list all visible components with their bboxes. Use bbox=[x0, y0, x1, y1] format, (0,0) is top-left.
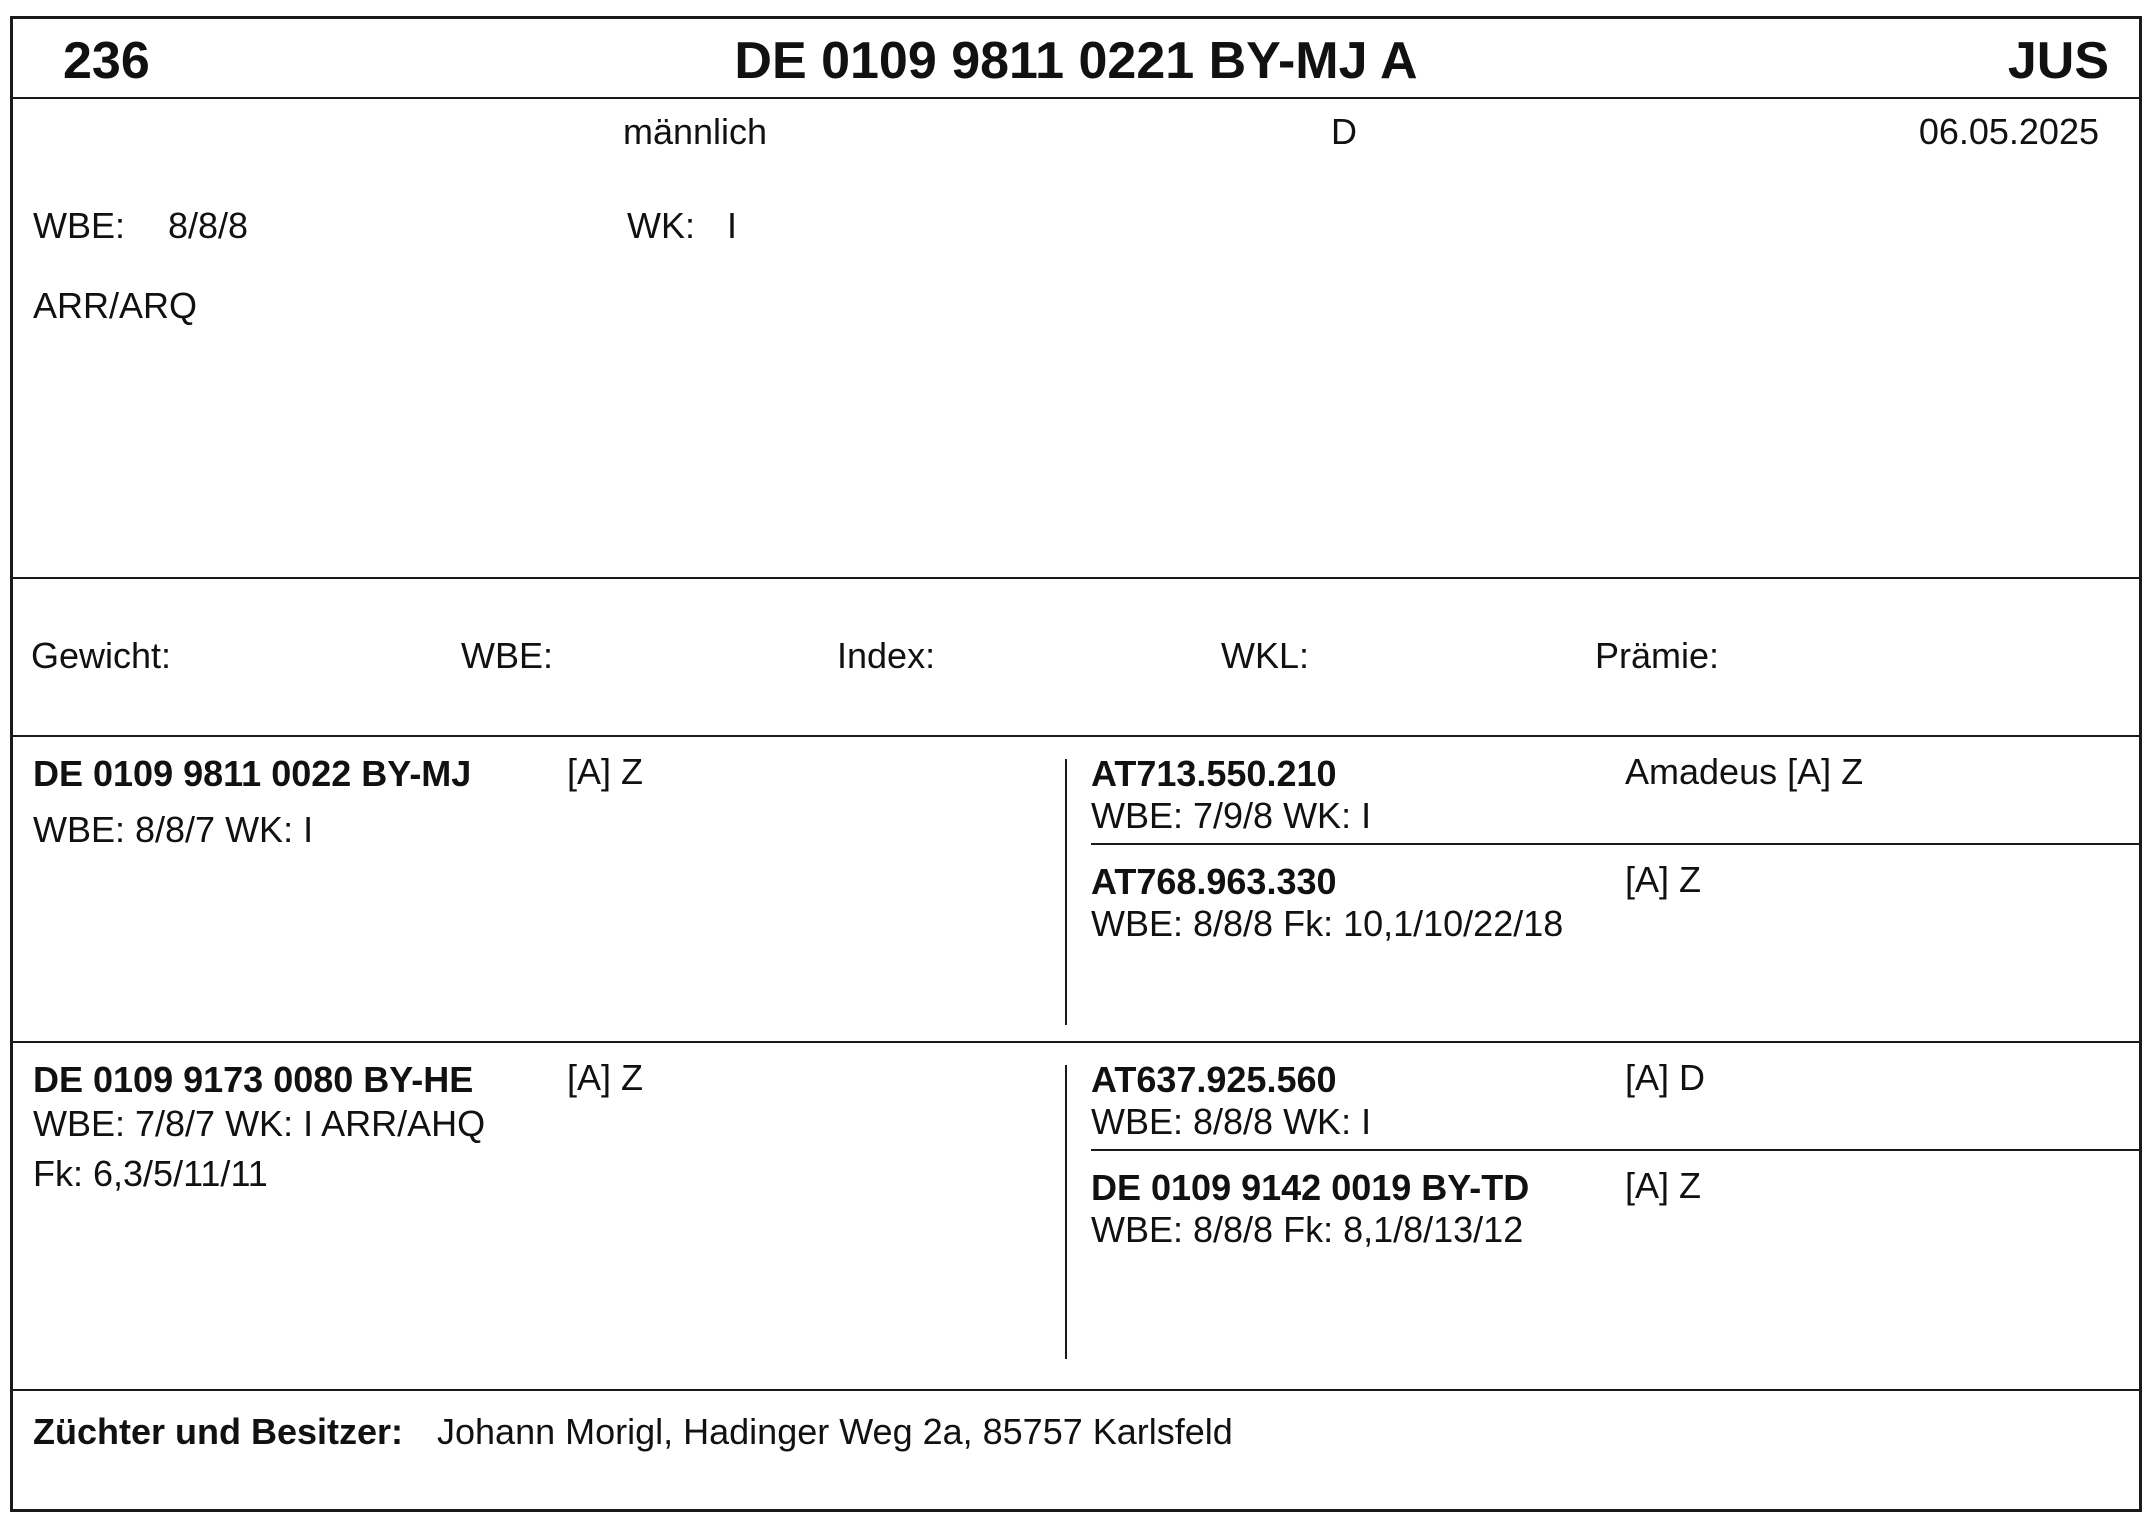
metrics-divider bbox=[13, 735, 2139, 737]
info-divider bbox=[13, 577, 2139, 579]
sire-sire-line1: WBE: 7/9/8 WK: I bbox=[1091, 795, 1372, 836]
sire-id: DE 0109 9811 0022 BY-MJ bbox=[33, 753, 472, 794]
dam-sire-line1: WBE: 8/8/8 WK: I bbox=[1091, 1101, 1372, 1142]
letter: D bbox=[1331, 111, 1357, 152]
dam-split bbox=[1091, 1149, 2139, 1151]
dam-dam-id: DE 0109 9142 0019 BY-TD bbox=[1091, 1167, 1530, 1208]
dam-dam-line1: WBE: 8/8/8 Fk: 8,1/8/13/12 bbox=[1091, 1209, 1524, 1250]
gewicht-label: Gewicht: bbox=[31, 635, 172, 676]
breed-code: JUS bbox=[2007, 32, 2109, 90]
genotype: ARR/ARQ bbox=[33, 285, 198, 326]
wbe-label: WBE: bbox=[33, 205, 126, 246]
sire-bracket bbox=[1065, 759, 1067, 1025]
dam-sire-id: AT637.925.560 bbox=[1091, 1059, 1337, 1100]
dam-sire-tag: [A] D bbox=[1625, 1057, 1706, 1098]
sex: männlich bbox=[623, 111, 768, 152]
sire-divider bbox=[13, 1041, 2139, 1043]
dam-line1: WBE: 7/8/7 WK: I ARR/AHQ bbox=[33, 1103, 486, 1144]
sire-split bbox=[1091, 843, 2139, 845]
dam-dam-tag: [A] Z bbox=[1625, 1165, 1702, 1206]
dam-bracket bbox=[1065, 1065, 1067, 1359]
wk-value: I bbox=[727, 205, 738, 246]
praemie-label: Prämie: bbox=[1595, 635, 1720, 676]
breeder-value: Johann Morigl, Hadinger Weg 2a, 85757 Karlsfeld bbox=[437, 1411, 1233, 1452]
dam-id: DE 0109 9173 0080 BY-HE bbox=[33, 1059, 474, 1100]
animal-id: DE 0109 9811 0221 BY-MJ A bbox=[734, 32, 1418, 90]
sire-dam-id: AT768.963.330 bbox=[1091, 861, 1337, 902]
sire-dam-line1: WBE: 8/8/8 Fk: 10,1/10/22/18 bbox=[1091, 903, 1564, 944]
sire-sire-tag: Amadeus [A] Z bbox=[1625, 751, 1864, 792]
date: 06.05.2025 bbox=[1918, 111, 2099, 152]
index-label: Index: bbox=[837, 635, 936, 676]
breeder-label: Züchter und Besitzer: bbox=[33, 1411, 404, 1452]
catalog-number: 236 bbox=[63, 32, 150, 90]
sire-dam-tag: [A] Z bbox=[1625, 859, 1702, 900]
dam-line2: Fk: 6,3/5/11/11 bbox=[33, 1153, 268, 1194]
animal-card bbox=[10, 16, 2142, 1512]
dam-tag: [A] Z bbox=[567, 1057, 644, 1098]
wkl-label: WKL: bbox=[1221, 635, 1310, 676]
sire-tag: [A] Z bbox=[567, 751, 644, 792]
wbe-value: 8/8/8 bbox=[168, 205, 249, 246]
dam-divider bbox=[13, 1389, 2139, 1391]
header-divider bbox=[13, 97, 2139, 99]
sire-line1: WBE: 8/8/7 WK: I bbox=[33, 809, 314, 850]
sire-sire-id: AT713.550.210 bbox=[1091, 753, 1337, 794]
wk-label: WK: bbox=[627, 205, 695, 246]
metrics-wbe-label: WBE: bbox=[461, 635, 554, 676]
